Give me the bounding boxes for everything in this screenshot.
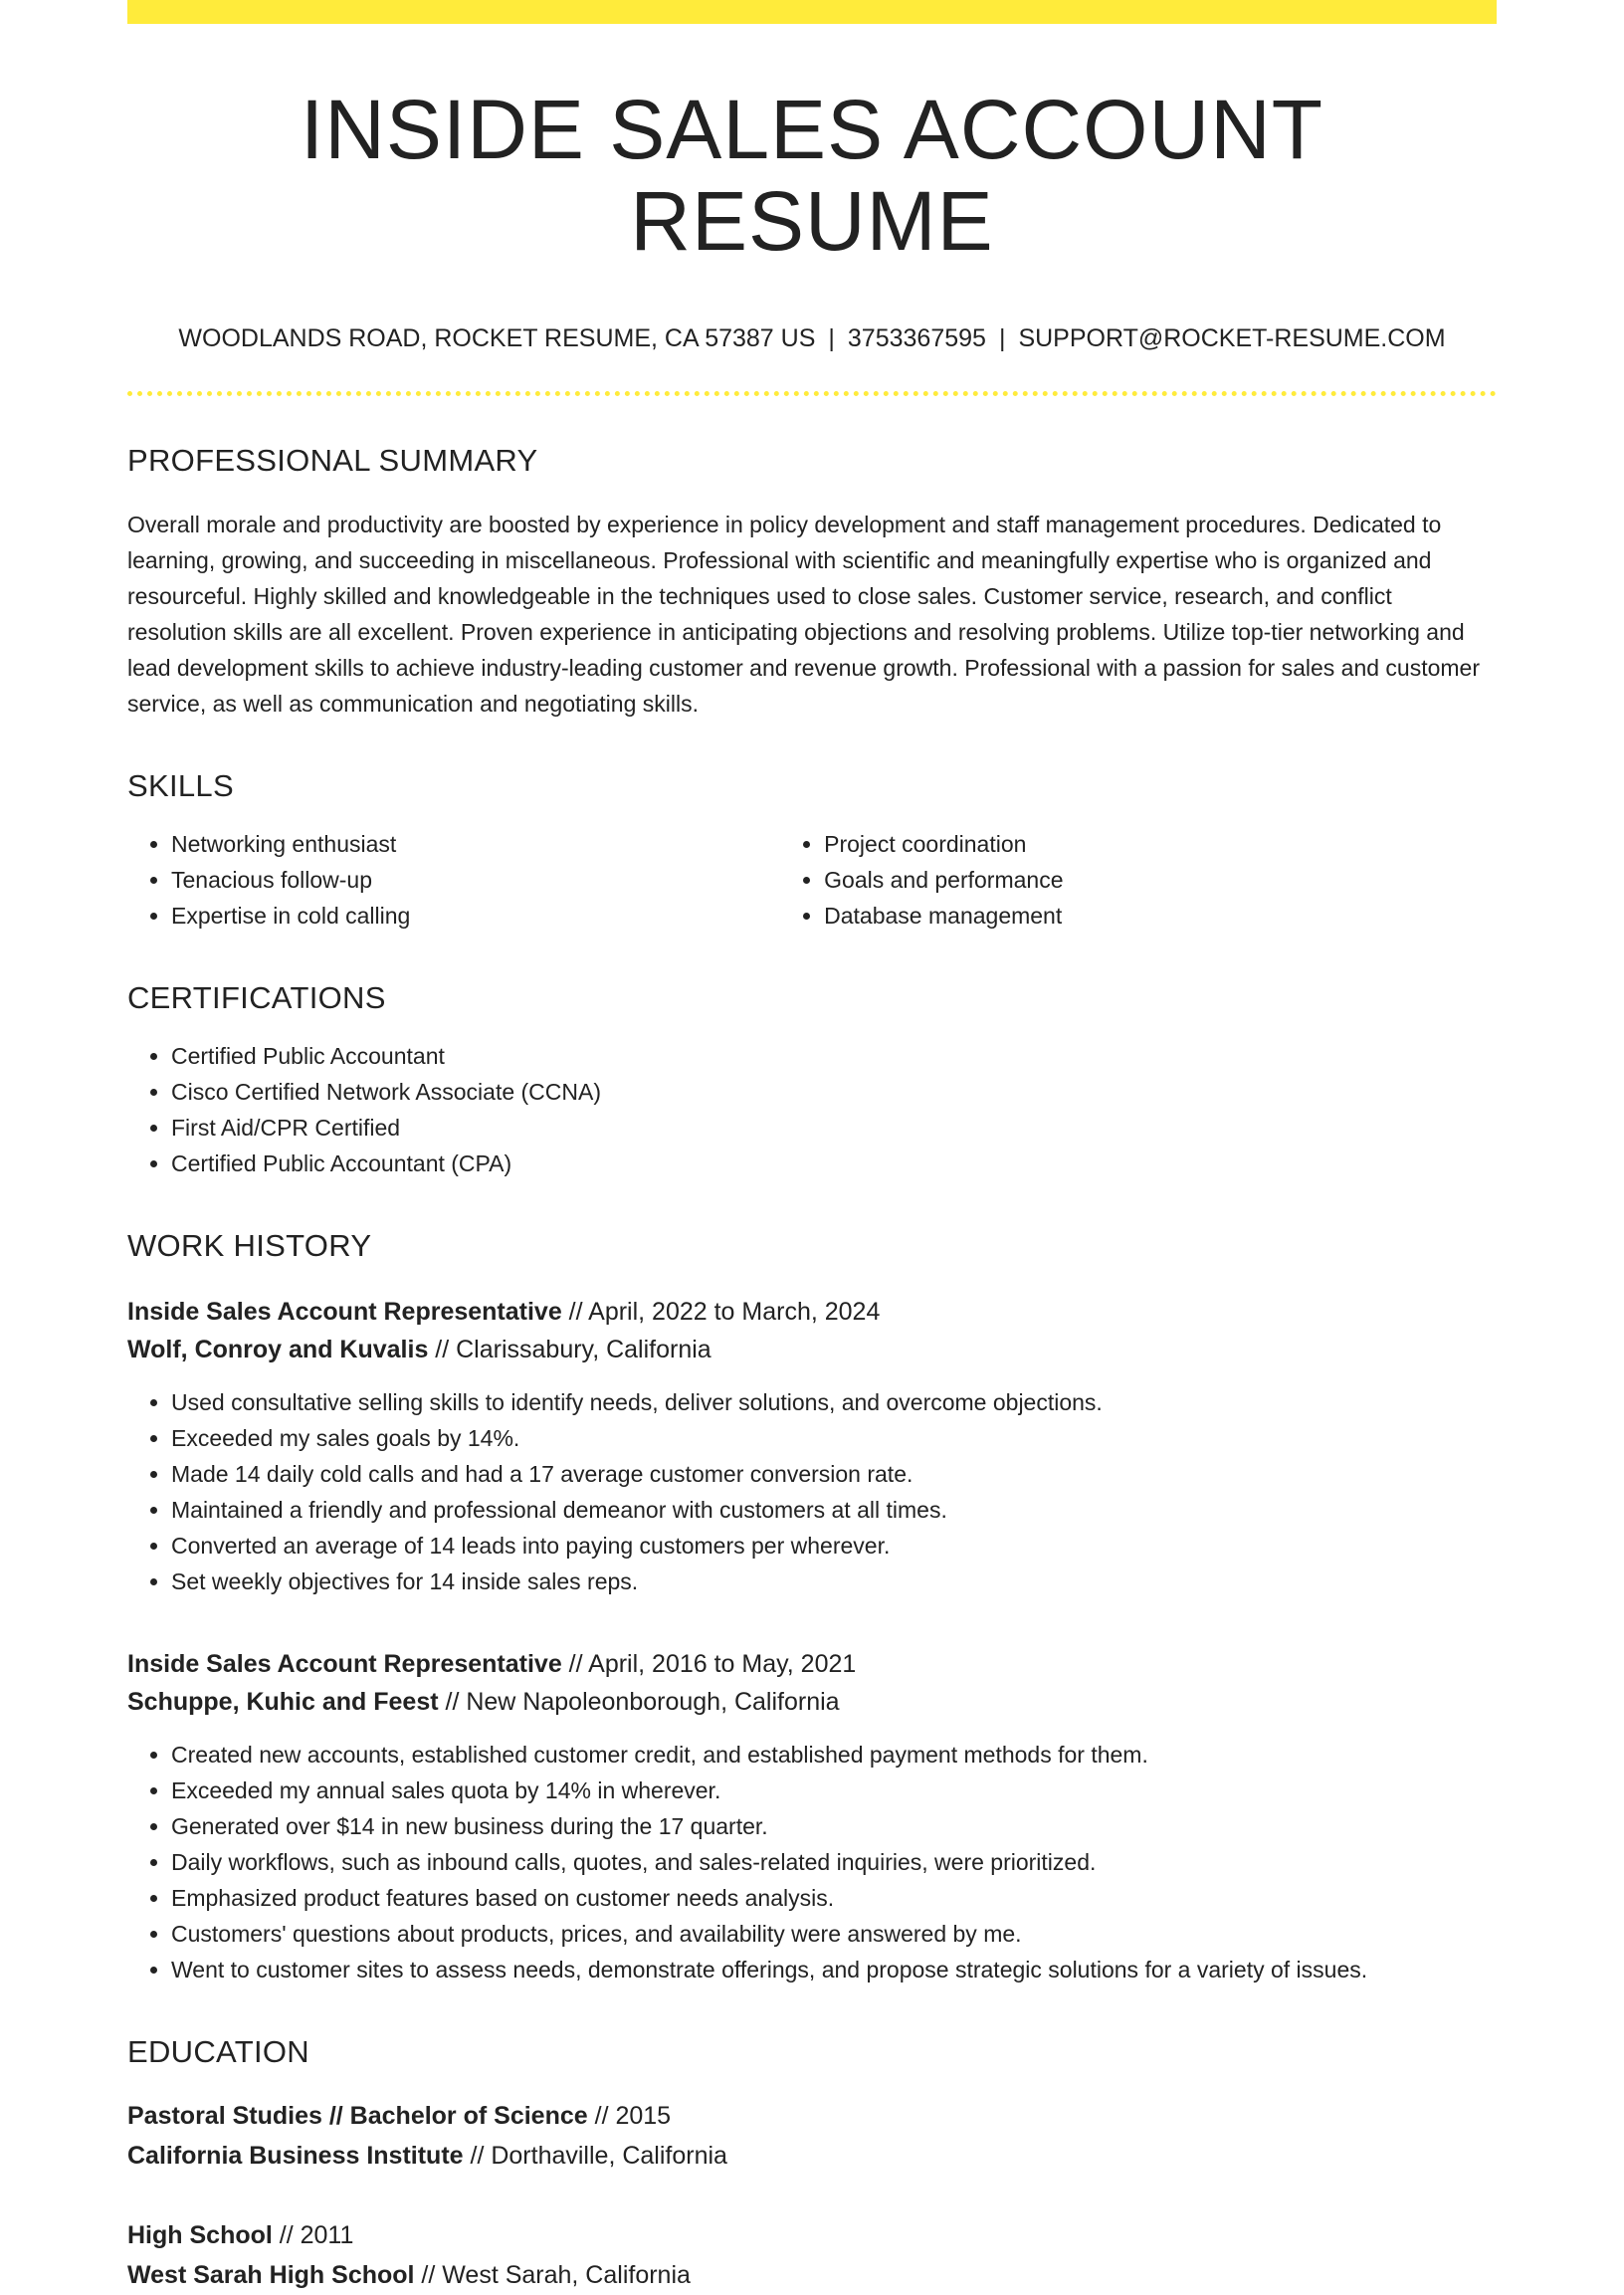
job-location: // Clarissabury, California	[428, 1335, 711, 1363]
summary-heading: PROFESSIONAL SUMMARY	[127, 442, 538, 478]
education-degree: Pastoral Studies // Bachelor of Science	[127, 2101, 588, 2130]
contact-separator: |	[828, 323, 835, 352]
job-title-line	[127, 1293, 1497, 1331]
education-location: // Dorthaville, California	[463, 2141, 727, 2170]
job-duty: • Emphasized product features based on customer needs analysis.	[171, 1880, 1497, 1916]
job-dates: // April, 2022 to March, 2024	[561, 1297, 881, 1326]
certification-item: • First Aid/CPR Certified	[171, 1110, 1497, 1146]
job-company-line	[127, 1331, 1497, 1368]
job-duty: • Set weekly objectives for 14 inside sales reps.	[171, 1564, 1497, 1599]
certification-item: • Certified Public Accountant	[171, 1038, 1497, 1074]
job-duty: • Went to customer sites to assess needs, demonstrate offerings, and propose strategic solutions for a variety of issues.	[171, 1952, 1497, 1987]
job-duty: • Made 14 daily cold calls and had a 17 average customer conversion rate.	[171, 1456, 1497, 1492]
email: SUPPORT@ROCKET-RESUME.COM	[1018, 323, 1446, 352]
job-company: Wolf, Conroy and Kuvalis	[127, 1335, 429, 1363]
certification-item: • Cisco Certified Network Associate (CCNA)	[171, 1074, 1497, 1110]
job-duty: • Created new accounts, established customer credit, and established payment methods for them.	[171, 1737, 1497, 1773]
job-dates: // April, 2016 to May, 2021	[561, 1649, 857, 1678]
education-school: West Sarah High School	[127, 2260, 415, 2289]
skill-item: • Goals and performance	[824, 862, 1497, 898]
resume-page	[127, 0, 1497, 2295]
job-company-line	[127, 1683, 1497, 1721]
education-heading: EDUCATION	[127, 2033, 309, 2069]
work-history-heading: WORK HISTORY	[127, 1228, 372, 1264]
job-duty: • Converted an average of 14 leads into paying customers per wherever.	[171, 1528, 1497, 1564]
job-duty: • Exceeded my sales goals by 14%.	[171, 1420, 1497, 1456]
skill-item: • Project coordination	[824, 826, 1497, 862]
skill-item: • Database management	[824, 898, 1497, 934]
skill-item: • Networking enthusiast	[171, 826, 780, 862]
address: WOODLANDS ROAD, ROCKET RESUME, CA 57387 US	[178, 323, 816, 352]
education-school-line	[127, 2136, 1497, 2176]
skills-heading: SKILLS	[127, 767, 234, 803]
job-entry	[127, 1645, 1497, 1987]
phone: 3753367595	[847, 323, 986, 352]
job-location: // New Napoleonborough, California	[438, 1687, 840, 1716]
job-duties-list	[127, 1737, 1497, 1987]
education-degree-line	[127, 2215, 1497, 2255]
education-year: // 2011	[272, 2220, 354, 2249]
job-duty: • Used consultative selling skills to identify needs, deliver solutions, and overcome objections.	[171, 1384, 1497, 1420]
education-entry	[127, 2096, 1497, 2176]
job-duty: • Exceeded my annual sales quota by 14% in wherever.	[171, 1773, 1497, 1808]
accent-top-bar	[127, 0, 1497, 24]
job-role: Inside Sales Account Representative	[127, 1297, 562, 1326]
skills-grid	[127, 826, 1497, 934]
job-duty: • Daily workflows, such as inbound calls, quotes, and sales-related inquiries, were prioritized.	[171, 1844, 1497, 1880]
job-duties-list	[127, 1384, 1497, 1599]
dotted-divider	[127, 391, 1497, 396]
education-entry	[127, 2215, 1497, 2295]
certifications-heading: CERTIFICATIONS	[127, 980, 386, 1016]
job-duty: • Customers' questions about products, prices, and availability were answered by me.	[171, 1916, 1497, 1952]
education-degree: High School	[127, 2220, 273, 2249]
skills-list-col2	[780, 826, 1497, 934]
contact-separator: |	[998, 323, 1006, 352]
education-year: // 2015	[587, 2101, 672, 2130]
certification-item: • Certified Public Accountant (CPA)	[171, 1146, 1497, 1181]
job-duty: • Maintained a friendly and professional demeanor with customers at all times.	[171, 1492, 1497, 1528]
education-school-line	[127, 2255, 1497, 2295]
skills-list-col1	[127, 826, 780, 934]
skill-item: • Tenacious follow-up	[171, 862, 780, 898]
certifications-list	[127, 1038, 1497, 1181]
summary-text: Overall morale and productivity are boosted by experience in policy development and staff management procedures. Dedicated to learning, growing, and succeeding in miscellaneous. Professional with scientific and meaningfully expertise who is organized and resourceful. Highly skilled and knowledgeable in the techniques used to close sales. Customer service, research, and conflict resolution skills are all excellent. Proven experience in anticipating objections and resolving problems. Utilize top-tier networking and lead development skills to achieve industry-leading customer and revenue growth. Professional with a passion for sales and customer service, as well as communication and negotiating skills.	[127, 511, 1480, 717]
skill-item: • Expertise in cold calling	[171, 898, 780, 934]
job-entry	[127, 1293, 1497, 1599]
job-company: Schuppe, Kuhic and Feest	[127, 1687, 439, 1716]
contact-line	[127, 323, 1497, 353]
education-school: California Business Institute	[127, 2141, 464, 2170]
resume-title: INSIDE SALES ACCOUNT RESUME	[300, 83, 1324, 269]
job-title-line	[127, 1645, 1497, 1683]
job-duty: • Generated over $14 in new business during the 17 quarter.	[171, 1808, 1497, 1844]
job-role: Inside Sales Account Representative	[127, 1649, 562, 1678]
education-location: // West Sarah, California	[414, 2260, 691, 2289]
